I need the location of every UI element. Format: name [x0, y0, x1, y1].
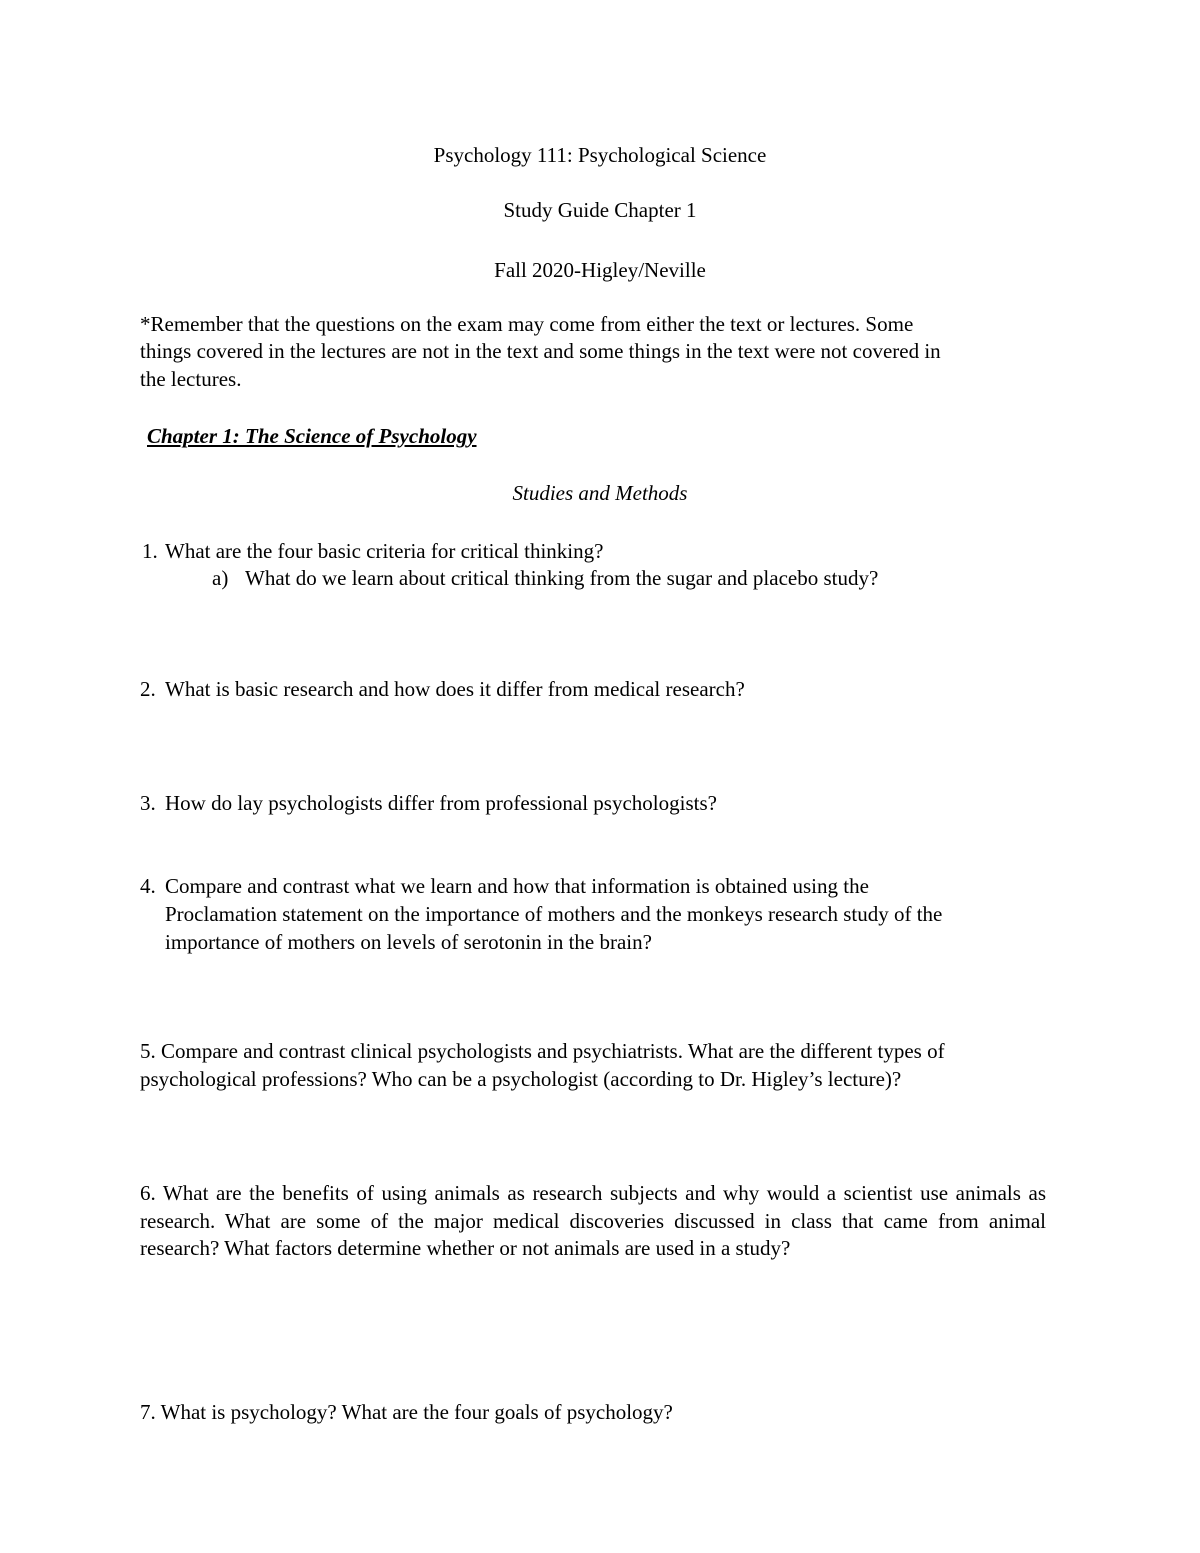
- question-5-line-2: psychological professions? Who can be a psychologist (according to Dr. Higley’s lecture)?: [140, 1067, 902, 1091]
- question-text-line-1: Compare and contrast what we learn and how that information is obtained using the: [165, 874, 869, 898]
- question-text-line-2: Proclamation statement on the importance of mothers and the monkeys research study of the: [165, 902, 943, 926]
- question-number: 3.: [140, 791, 156, 815]
- guide-title: Study Guide Chapter 1: [503, 198, 697, 222]
- question-1-sub-a: [212, 565, 1042, 593]
- question-text-line-3: importance of mothers on levels of serotonin in the brain?: [165, 930, 652, 954]
- section-heading: Studies and Methods: [512, 481, 688, 505]
- sub-question-label: a): [212, 566, 229, 590]
- question-4: [140, 873, 1050, 957]
- term-line: Fall 2020-Higley/Neville: [494, 258, 706, 282]
- question-6: 6. What are the benefits of using animals as research subjects and why would a scientist use animals as research. What are some of the major medical discoveries discussed in class that came from animal research? What factors determine whether or not animals are used in a study?: [140, 1181, 1046, 1260]
- note-line-3: the lectures.: [140, 367, 242, 391]
- question-text: What are the four basic criteria for critical thinking?: [165, 539, 604, 563]
- question-2: [140, 676, 1040, 704]
- question-number: 1.: [142, 539, 158, 563]
- question-text: How do lay psychologists differ from professional psychologists?: [165, 791, 717, 815]
- question-5-line-1: 5. Compare and contrast clinical psychologists and psychiatrists. What are the different types of: [140, 1039, 945, 1063]
- question-3: [140, 790, 1040, 818]
- question-text: What is basic research and how does it differ from medical research?: [165, 677, 745, 701]
- note-line-1: *Remember that the questions on the exam may come from either the text or lectures. Some: [140, 312, 914, 336]
- question-number: 4.: [140, 874, 156, 898]
- question-number: 2.: [140, 677, 156, 701]
- course-title: Psychology 111: Psychological Science: [433, 143, 767, 167]
- chapter-heading: Chapter 1: The Science of Psychology: [147, 424, 477, 448]
- sub-question-text: What do we learn about critical thinking from the sugar and placebo study?: [245, 566, 879, 590]
- question-7: 7. What is psychology? What are the four goals of psychology?: [140, 1400, 673, 1424]
- question-1: [142, 538, 1042, 566]
- note-line-2: things covered in the lectures are not in the text and some things in the text were not covered in: [140, 339, 941, 363]
